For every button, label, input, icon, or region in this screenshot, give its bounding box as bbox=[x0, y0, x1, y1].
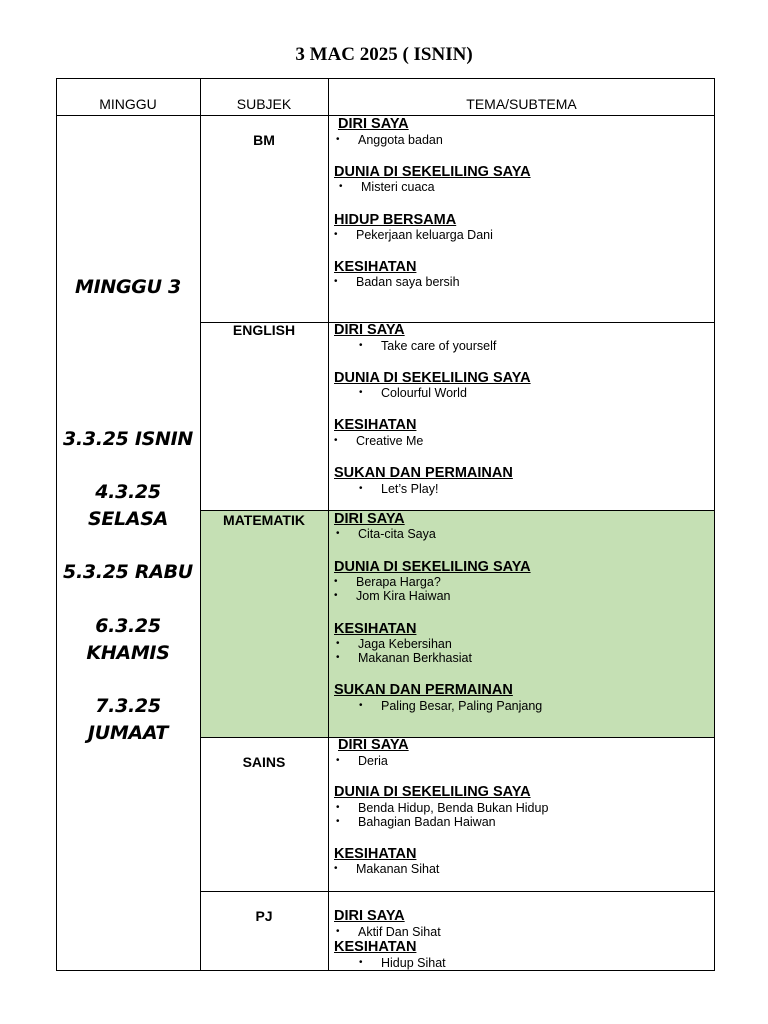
bullet-icon: • bbox=[336, 638, 340, 649]
list-item: • Benda Hidup, Benda Bukan Hidup bbox=[336, 801, 549, 815]
list-item: • Deria bbox=[336, 754, 388, 768]
list-item: • Cita-cita Saya bbox=[336, 527, 436, 541]
theme-title: DIRI SAYA bbox=[334, 322, 405, 338]
bullet-icon: • bbox=[334, 590, 338, 601]
row-divider-2 bbox=[200, 510, 715, 511]
bullet-icon: • bbox=[336, 802, 340, 813]
subject-sains: SAINS bbox=[242, 754, 286, 770]
day-thursday-name: KHAMIS bbox=[86, 642, 170, 664]
theme-title: KESIHATAN bbox=[334, 259, 417, 275]
bullet-icon: • bbox=[359, 387, 363, 398]
bullet-icon: • bbox=[359, 483, 363, 494]
theme-title: DIRI SAYA bbox=[338, 116, 409, 132]
bullet-icon: • bbox=[336, 134, 340, 145]
theme-title: HIDUP BERSAMA bbox=[334, 212, 457, 228]
theme-title: DUNIA DI SEKELILING SAYA bbox=[334, 164, 531, 180]
subject-english: ENGLISH bbox=[232, 322, 296, 338]
list-item: • Paling Besar, Paling Panjang bbox=[359, 699, 543, 713]
theme-title: SUKAN DAN PERMAINAN bbox=[334, 465, 513, 481]
bullet-icon: • bbox=[336, 926, 340, 937]
theme-title: SUKAN DAN PERMAINAN bbox=[334, 682, 513, 698]
day-monday: 3.3.25 ISNIN bbox=[63, 428, 193, 450]
theme-title: DUNIA DI SEKELILING SAYA bbox=[334, 784, 531, 800]
page-title: 3 MAC 2025 ( ISNIN) bbox=[295, 44, 473, 65]
theme-title: KESIHATAN bbox=[334, 621, 417, 637]
list-item: • Jaga Kebersihan bbox=[336, 637, 452, 651]
subject-pj: PJ bbox=[255, 908, 273, 924]
bullet-icon: • bbox=[336, 755, 340, 766]
day-friday-date: 7.3.25 bbox=[95, 695, 161, 717]
week-label: MINGGU 3 bbox=[75, 276, 181, 298]
table-border-right bbox=[714, 78, 715, 971]
list-item: • Colourful World bbox=[359, 386, 467, 400]
bullet-icon: • bbox=[334, 863, 338, 874]
header-theme: TEMA/SUBTEMA bbox=[466, 96, 577, 112]
list-item: • Hidup Sihat bbox=[359, 956, 446, 970]
day-friday-name: JUMAAT bbox=[87, 722, 169, 744]
table-border-bottom bbox=[56, 970, 715, 971]
list-item: • Makanan Sihat bbox=[334, 862, 440, 876]
table-border-top bbox=[56, 78, 715, 79]
list-item: • Creative Me bbox=[334, 434, 424, 448]
theme-title: DUNIA DI SEKELILING SAYA bbox=[334, 370, 531, 386]
bullet-icon: • bbox=[339, 181, 343, 192]
list-item: • Makanan Berkhasiat bbox=[336, 651, 472, 665]
bullet-icon: • bbox=[336, 816, 340, 827]
row-divider-3 bbox=[200, 737, 715, 738]
list-item: • Misteri cuaca bbox=[339, 180, 435, 194]
bullet-icon: • bbox=[359, 700, 363, 711]
bullet-icon: • bbox=[336, 528, 340, 539]
list-item: • Anggota badan bbox=[336, 133, 443, 147]
theme-title: DIRI SAYA bbox=[338, 737, 409, 753]
theme-title: KESIHATAN bbox=[334, 939, 417, 955]
theme-title: DUNIA DI SEKELILING SAYA bbox=[334, 559, 531, 575]
day-tuesday-date: 4.3.25 bbox=[95, 481, 161, 503]
subject-matematik: MATEMATIK bbox=[223, 512, 305, 528]
list-item: • Berapa Harga? bbox=[334, 575, 441, 589]
day-wednesday: 5.3.25 RABU bbox=[63, 561, 193, 583]
subject-bm: BM bbox=[253, 132, 275, 148]
list-item: • Pekerjaan keluarga Dani bbox=[334, 228, 493, 242]
bullet-icon: • bbox=[334, 435, 338, 446]
schedule-table bbox=[56, 78, 715, 971]
theme-title: KESIHATAN bbox=[334, 846, 417, 862]
column-divider-2 bbox=[328, 78, 329, 971]
bullet-icon: • bbox=[336, 652, 340, 663]
header-week: MINGGU bbox=[99, 96, 157, 112]
day-tuesday-name: SELASA bbox=[87, 508, 169, 530]
header-subject: SUBJEK bbox=[236, 96, 292, 112]
list-item: • Take care of yourself bbox=[359, 339, 497, 353]
theme-title: DIRI SAYA bbox=[334, 511, 405, 527]
list-item: • Let’s Play! bbox=[359, 482, 439, 496]
theme-title: KESIHATAN bbox=[334, 417, 417, 433]
row-divider-4 bbox=[200, 891, 715, 892]
bullet-icon: • bbox=[334, 276, 338, 287]
day-thursday-date: 6.3.25 bbox=[95, 615, 161, 637]
list-item: • Bahagian Badan Haiwan bbox=[336, 815, 496, 829]
bullet-icon: • bbox=[334, 576, 338, 587]
list-item: • Badan saya bersih bbox=[334, 275, 460, 289]
theme-title: DIRI SAYA bbox=[334, 908, 405, 924]
bullet-icon: • bbox=[359, 957, 363, 968]
list-item: • Aktif Dan Sihat bbox=[336, 925, 441, 939]
list-item: • Jom Kira Haiwan bbox=[334, 589, 451, 603]
bullet-icon: • bbox=[359, 340, 363, 351]
bullet-icon: • bbox=[334, 229, 338, 240]
